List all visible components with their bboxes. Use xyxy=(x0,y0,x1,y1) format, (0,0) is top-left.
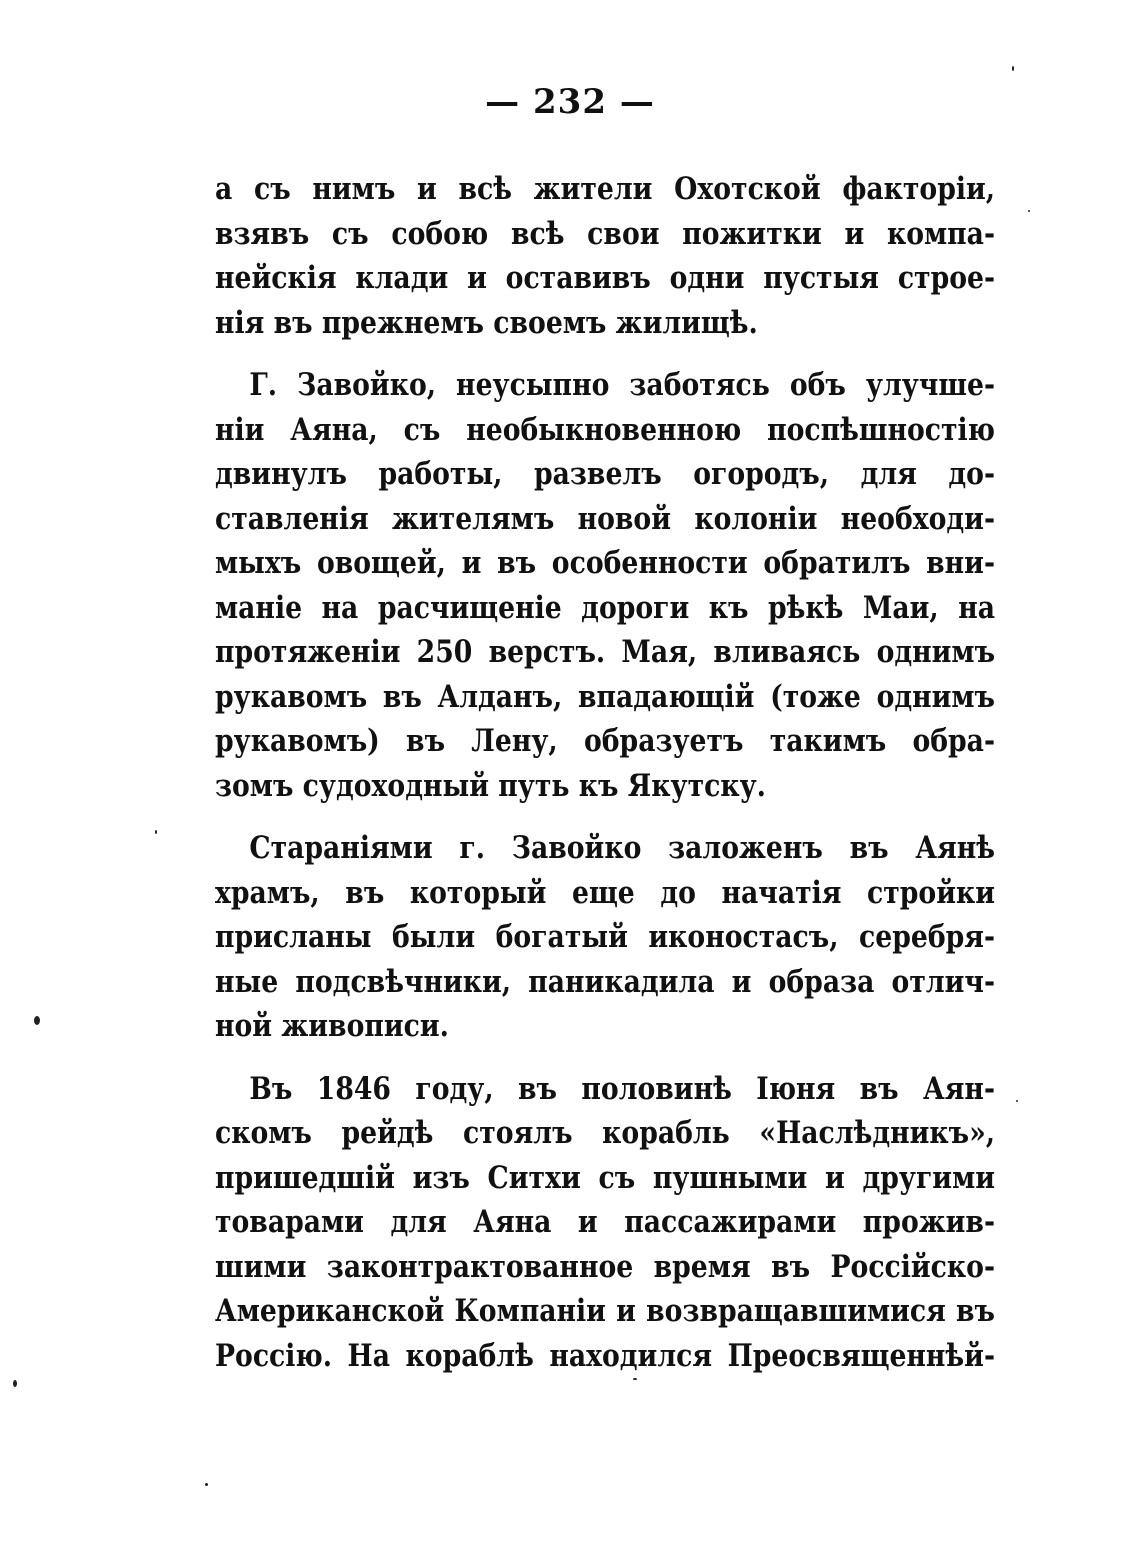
text-line: взявъ съ собою всѣ свои пожитки и компа- xyxy=(215,215,996,252)
text-line: скомъ рейдѣ стоялъ корабль «Наслѣдникъ», xyxy=(215,1115,996,1151)
body-text xyxy=(215,167,995,1396)
text-line: а съ нимъ и всѣ жители Охотской факторіи, xyxy=(215,171,996,207)
text-line: пришедшій изъ Ситхи съ пушными и другими xyxy=(215,1159,996,1196)
scan-speck xyxy=(13,1380,17,1387)
text-line: товарами для Аяна и пассажирами прожив- xyxy=(215,1204,996,1240)
text-line: присланы были богатый иконостасъ, серебря- xyxy=(215,919,996,955)
text-line: Стараніями г. Завойко заложенъ въ Аянѣ xyxy=(249,830,996,866)
text-line: рукавомъ) въ Лену, образуетъ такимъ обра- xyxy=(215,723,996,759)
paragraph-1 xyxy=(215,167,995,345)
scan-speck xyxy=(1012,66,1014,71)
text-line: рукавомъ въ Алданъ, впадающій (тоже однимъ xyxy=(215,678,996,715)
text-line: Американской Компаніи и возвращавшимися въ xyxy=(215,1293,996,1329)
text-line: ніи Аяна, съ необыкновенною поспѣшностію xyxy=(215,411,996,448)
scan-speck xyxy=(633,1378,637,1380)
text-line: Г. Завойко, неусыпно заботясь объ улучше- xyxy=(249,367,996,403)
text-line: протяженіи 250 верстъ. Мая, вливаясь однимъ xyxy=(215,634,996,670)
text-line: маніе на расчищеніе дороги къ рѣкѣ Маи, на xyxy=(215,589,996,626)
text-line: нейскія клади и оставивъ одни пустыя строе- xyxy=(215,260,996,296)
paragraph-2 xyxy=(215,363,995,808)
scan-speck xyxy=(155,830,157,834)
text-line: зомъ судоходный путь къ Якутску. xyxy=(215,767,766,804)
text-line: мыхъ овощей, и въ особенности обратилъ вни- xyxy=(215,545,996,581)
page-number: — 232 — xyxy=(485,82,655,122)
text-line: нія въ прежнемъ своемъ жилищѣ. xyxy=(215,304,758,341)
text-line: ной живописи. xyxy=(215,1008,449,1044)
text-line: храмъ, въ который еще до начатія стройки xyxy=(215,874,996,911)
text-line: двинулъ работы, развелъ огородъ, для до- xyxy=(215,456,996,492)
text-line: Россію. На кораблѣ находился Преосвященнѣй- xyxy=(215,1337,996,1374)
text-line: шими законтрактованное время въ Россійско- xyxy=(215,1248,996,1285)
text-line: ставленія жителямъ новой колоніи необходи- xyxy=(215,500,996,537)
scan-speck xyxy=(34,1016,40,1025)
scan-speck xyxy=(1016,1100,1018,1102)
text-line: Въ 1846 году, въ половинѣ Іюня въ Аян- xyxy=(249,1070,996,1107)
text-line: ные подсвѣчники, паникадила и образа отлич- xyxy=(215,963,996,1000)
paragraph-4 xyxy=(215,1067,995,1379)
scan-speck xyxy=(1028,210,1030,212)
paragraph-3 xyxy=(215,826,995,1049)
scan-speck xyxy=(205,1483,208,1486)
